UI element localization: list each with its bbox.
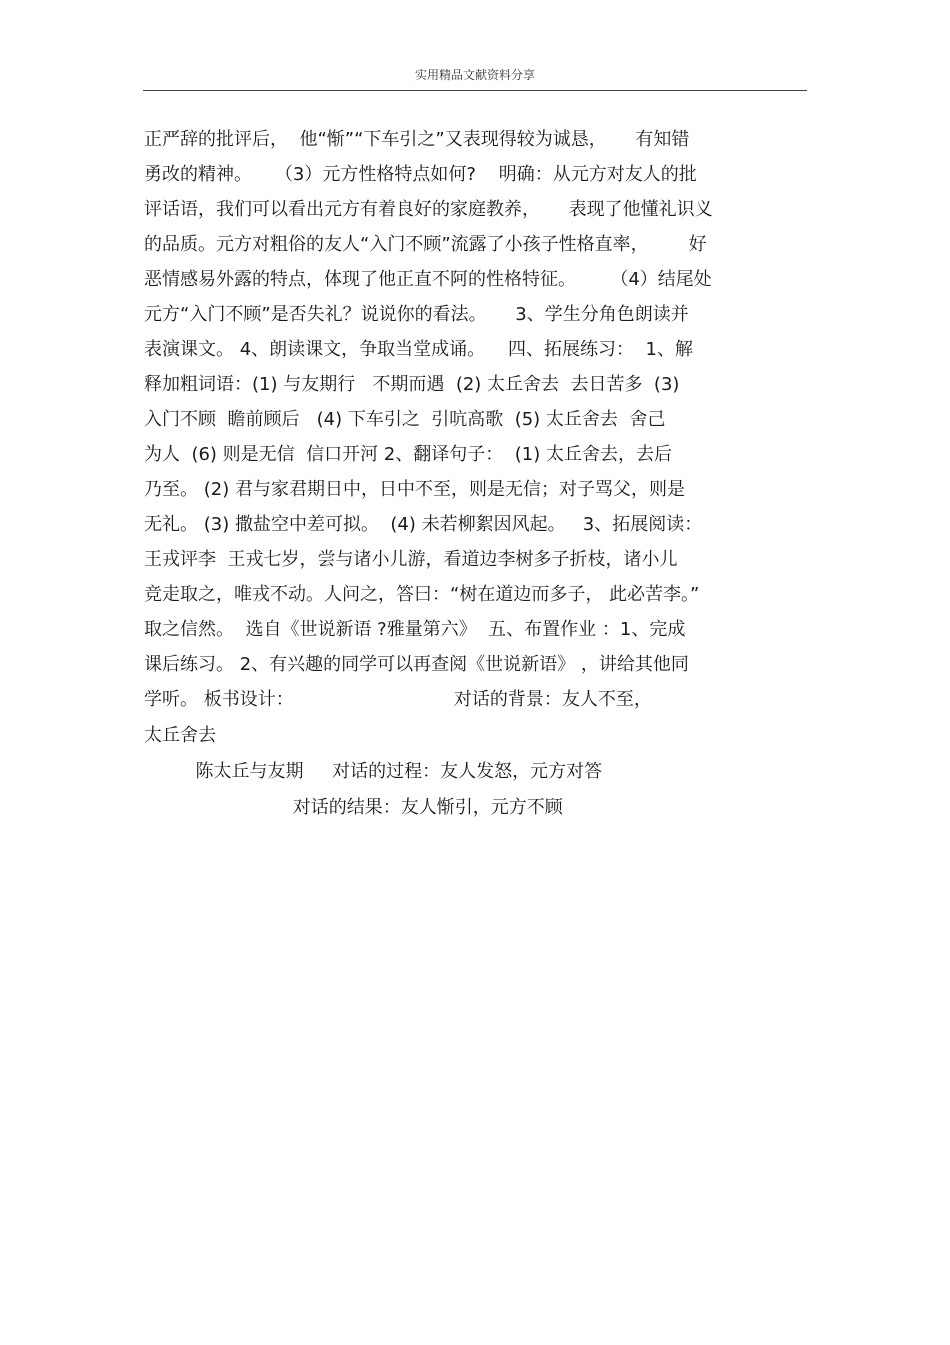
page-header-title: 实用精品文献资料分享	[414, 68, 535, 82]
body-line: 元方“入门不顾”是否失礼？说说你的看法。 3、学生分角色朗读并	[144, 304, 689, 325]
body-line: 为人 (6) 则是无信 信口开河 2、翻译句子： (1) 太丘舍去，去后	[144, 444, 672, 465]
header-divider	[143, 90, 807, 91]
body-line: 乃至。 (2) 君与家君期日中，日中不至，则是无信；对子骂父，则是	[144, 479, 685, 500]
body-line: 评话语，我们可以看出元方有着良好的家庭教养， 表现了他懂礼识义	[144, 199, 713, 220]
body-line: 学听。 板书设计： 对话的背景：友人不至，	[144, 689, 652, 710]
body-line: 正严辞的批评后， 他“惭”“下车引之”又表现得较为诚恳， 有知错	[144, 129, 690, 150]
body-line: 课后练习。 2、有兴趣的同学可以再查阅《世说新语》 ，讲给其他同	[144, 654, 689, 675]
body-line: 表演课文。 4、朗读课文，争取当堂成诵。 四、拓展练习： 1、解	[144, 339, 693, 360]
body-line: 释加粗词语：(1) 与友期行 不期而遇 (2) 太丘舍去 去日苦多 (3)	[144, 374, 680, 395]
body-line: 入门不顾 瞻前顾后 (4) 下车引之 引吭高歌 (5) 太丘舍去 舍己	[144, 409, 666, 430]
body-line: 王戎评李 王戎七岁，尝与诸小儿游，看道边李树多子折枝，诸小儿	[144, 549, 678, 570]
body-line: 竞走取之，唯戎不动。人问之，答曰：“树在道边而多子， 此必苦李。”	[144, 584, 700, 605]
body-line: 无礼。 (3) 撒盐空中差可拟。 (4) 未若柳絮因风起。 3、拓展阅读：	[144, 514, 703, 535]
body-line: 对话的结果：友人惭引，元方不顾	[144, 797, 563, 818]
body-line: 的品质。元方对粗俗的友人“入门不顾”流露了小孩子性格直率， 好	[144, 234, 707, 255]
body-line: 太丘舍去	[144, 725, 216, 746]
body-line: 陈太丘与友期 对话的过程：友人发怒，元方对答	[144, 761, 603, 782]
body-line: 恶情感易外露的特点，体现了他正直不阿的性格特征。 （4）结尾处	[144, 269, 712, 290]
body-line: 勇改的精神。 （3）元方性格特点如何? 明确：从元方对友人的批	[144, 164, 697, 185]
body-line: 取之信然。 选自《世说新语 ?雅量第六》 五、布置作业 ：1、完成	[144, 619, 686, 640]
